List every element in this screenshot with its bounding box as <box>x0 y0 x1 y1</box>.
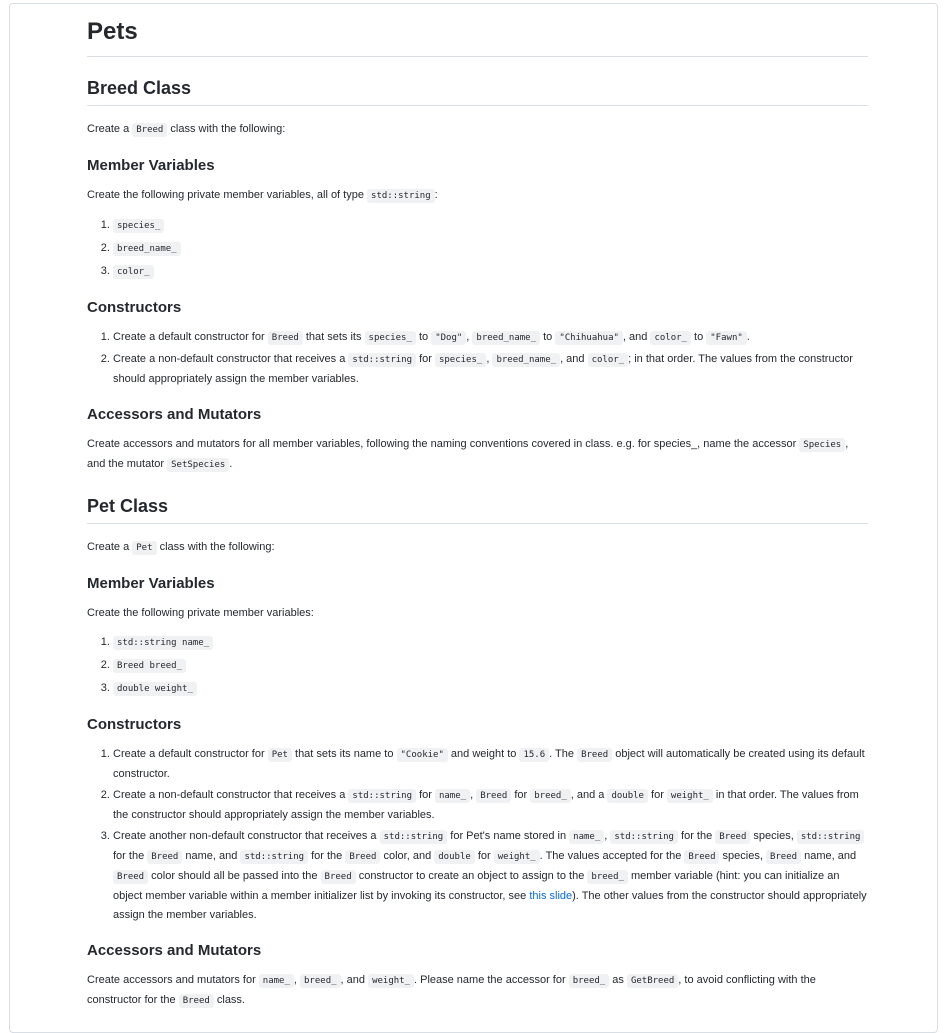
text-segment: constructor to create an object to assign to the <box>355 870 588 882</box>
text-segment: species, <box>750 830 797 842</box>
breed-constructors-heading: Constructors <box>87 299 182 316</box>
text-segment: Create a non-default constructor that receives a <box>113 353 349 365</box>
text-segment: , <box>470 789 477 801</box>
text-segment: color should all be passed into the <box>148 870 321 882</box>
inline-code: Breed <box>345 850 380 864</box>
inline-code: Breed <box>766 850 801 864</box>
text-segment: Create accessors and mutators for <box>87 974 259 986</box>
inline-code: SetSpecies <box>167 458 229 472</box>
text-segment: ). The other values from the constructor should appropriately assign the member variables. <box>113 890 867 921</box>
inline-code: breed_ <box>300 974 341 988</box>
pet-class-heading: Pet Class <box>87 495 868 524</box>
text-segment: that sets its name to <box>291 748 397 760</box>
inline-code: color_ <box>113 265 154 279</box>
text-segment: species, <box>719 850 766 862</box>
breed-accessors-text <box>87 435 868 475</box>
text-segment: Create a default constructor for <box>113 331 268 343</box>
text-segment: as <box>609 974 627 986</box>
code-breed: Breed <box>132 123 167 137</box>
inline-code: "Dog" <box>431 331 466 345</box>
inline-code: Pet <box>132 541 156 555</box>
text-segment: to <box>415 331 432 343</box>
list-item <box>113 350 868 389</box>
inline-code: breed_ <box>569 974 610 988</box>
list-item <box>113 656 868 676</box>
breed-accessors-heading: Accessors and Mutators <box>87 406 262 423</box>
inline-code: weight_ <box>368 974 414 988</box>
text-segment: , and a <box>570 789 608 801</box>
text-segment: . The values accepted for the <box>539 850 685 862</box>
text-segment: Create a non-default constructor that receives a <box>113 789 349 801</box>
breed-member-variables-intro <box>87 186 868 206</box>
text-segment: for <box>474 850 494 862</box>
pet-member-variables-intro: Create the following private member variables: <box>87 607 314 619</box>
text-segment: class with the following: <box>156 541 275 553</box>
text-segment: that sets its <box>302 331 365 343</box>
inline-code: breed_name_ <box>472 331 540 345</box>
inline-code: std::string <box>367 189 435 203</box>
inline-code: std::string name_ <box>113 636 213 650</box>
text-segment: for <box>416 789 435 801</box>
pet-member-variables-list <box>87 633 868 699</box>
inline-code: species_ <box>365 331 416 345</box>
inline-code: Pet <box>268 748 292 762</box>
inline-code: 15.6 <box>519 748 549 762</box>
list-item <box>113 216 868 236</box>
inline-code: breed_ <box>530 789 571 803</box>
list-item <box>113 827 868 925</box>
document-content <box>87 18 868 1021</box>
pet-intro <box>87 538 868 558</box>
this-slide-link[interactable]: this slide <box>529 890 573 902</box>
inline-code: "Cookie" <box>397 748 448 762</box>
inline-code: Breed breed_ <box>113 659 186 673</box>
text-segment: member variable (hint: you can initialize an object member variable within a member initializer list by invoking its constructor, see <box>113 870 840 902</box>
text-segment: name, and <box>182 850 241 862</box>
inline-code: std::string <box>797 830 865 844</box>
list-item <box>113 745 868 784</box>
inline-code: name_ <box>259 974 294 988</box>
text-segment: ; in that order. The values from the constructor should appropriately assign the member variables. <box>113 353 853 385</box>
text-segment: for Pet's name stored in <box>447 830 570 842</box>
inline-code: breed_ <box>587 870 628 884</box>
inline-code: std::string <box>348 353 416 367</box>
inline-code: name_ <box>569 830 604 844</box>
inline-code: species_ <box>435 353 486 367</box>
text-segment: , and <box>622 331 651 343</box>
list-item <box>113 633 868 653</box>
inline-code: double weight_ <box>113 682 197 696</box>
inline-code: Breed <box>321 870 356 884</box>
text-segment: for the <box>677 830 716 842</box>
text-segment: for <box>511 789 531 801</box>
inline-code: Breed <box>577 748 612 762</box>
list-item <box>113 786 868 825</box>
text-segment: Create a <box>87 123 133 135</box>
inline-code: Breed <box>179 994 214 1008</box>
text-segment: , <box>604 830 611 842</box>
inline-code: Breed <box>147 850 182 864</box>
inline-code: breed_name_ <box>492 353 560 367</box>
inline-code: Breed <box>476 789 511 803</box>
text-segment: to <box>540 331 556 343</box>
inline-code: Breed <box>684 850 719 864</box>
text-segment: . <box>746 331 750 343</box>
breed-member-variables-list <box>87 216 868 282</box>
inline-code: std::string <box>380 830 448 844</box>
text-segment: , and <box>340 974 369 986</box>
text-segment: , and <box>560 353 588 365</box>
inline-code: "Fawn" <box>706 331 747 345</box>
inline-code: GetBreed <box>627 974 678 988</box>
inline-code: weight_ <box>494 850 540 864</box>
pet-member-variables-heading: Member Variables <box>87 575 215 592</box>
inline-code: color_ <box>588 353 629 367</box>
text-segment: name, and <box>801 850 857 862</box>
text-segment: for the <box>308 850 346 862</box>
text-segment: , to avoid conflicting with the constructor for the <box>87 974 816 1006</box>
text-segment: , <box>466 331 473 343</box>
text-segment: . The <box>549 748 578 760</box>
inline-code: double <box>607 789 648 803</box>
inline-code: double <box>434 850 475 864</box>
text-segment: Create the following private member variables, all of type <box>87 189 368 201</box>
list-item <box>113 262 868 282</box>
inline-code: std::string <box>348 789 416 803</box>
inline-code: name_ <box>435 789 470 803</box>
list-item <box>113 328 868 348</box>
text-segment: . Please name the accessor for <box>414 974 569 986</box>
breed-intro <box>87 120 868 140</box>
inline-code: std::string <box>610 830 678 844</box>
text-segment: Create accessors and mutators for all member variables, following the naming conventions covered in class. e.g. for species_, name the accessor <box>87 438 800 450</box>
inline-code: breed_name_ <box>113 242 181 256</box>
text-segment: Create another non-default constructor that receives a <box>113 830 380 842</box>
pet-constructors-heading: Constructors <box>87 716 182 733</box>
text-segment: for <box>416 353 435 365</box>
text-segment: , <box>293 974 301 986</box>
text-segment: in that order. The values from the constructor should appropriately assign the member variables. <box>113 789 859 821</box>
text-segment: Create a <box>87 541 133 553</box>
list-item <box>113 239 868 259</box>
pet-constructors-list <box>87 745 868 925</box>
breed-class-heading: Breed Class <box>87 77 868 106</box>
inline-code: Breed <box>715 830 750 844</box>
inline-code: std::string <box>240 850 308 864</box>
text-segment: for the <box>113 850 148 862</box>
text-segment: : <box>434 189 438 201</box>
inline-code: color_ <box>650 331 691 345</box>
list-item <box>113 679 868 699</box>
text-segment: for <box>647 789 667 801</box>
text-segment: . <box>229 458 233 470</box>
text-segment: to <box>690 331 707 343</box>
text-segment: class with the following: <box>167 123 286 135</box>
breed-member-variables-heading: Member Variables <box>87 157 215 174</box>
inline-code: weight_ <box>667 789 713 803</box>
text-segment: and weight to <box>447 748 520 760</box>
text-segment: object will automatically be created using its default constructor. <box>113 748 865 780</box>
inline-code: Species <box>799 438 845 452</box>
text-segment: class. <box>213 994 245 1006</box>
pet-accessors-text <box>87 971 868 1011</box>
breed-constructors-list <box>87 328 868 389</box>
inline-code: Breed <box>268 331 303 345</box>
text-segment: , <box>486 353 493 365</box>
inline-code: "Chihuahua" <box>555 331 623 345</box>
text-segment: Create a default constructor for <box>113 748 268 760</box>
inline-code: species_ <box>113 219 164 233</box>
text-segment: color, and <box>380 850 435 862</box>
pet-accessors-heading: Accessors and Mutators <box>87 942 262 959</box>
page-title: Pets <box>87 18 868 57</box>
text-segment: , and the mutator <box>87 438 849 470</box>
inline-code: Breed <box>113 870 148 884</box>
